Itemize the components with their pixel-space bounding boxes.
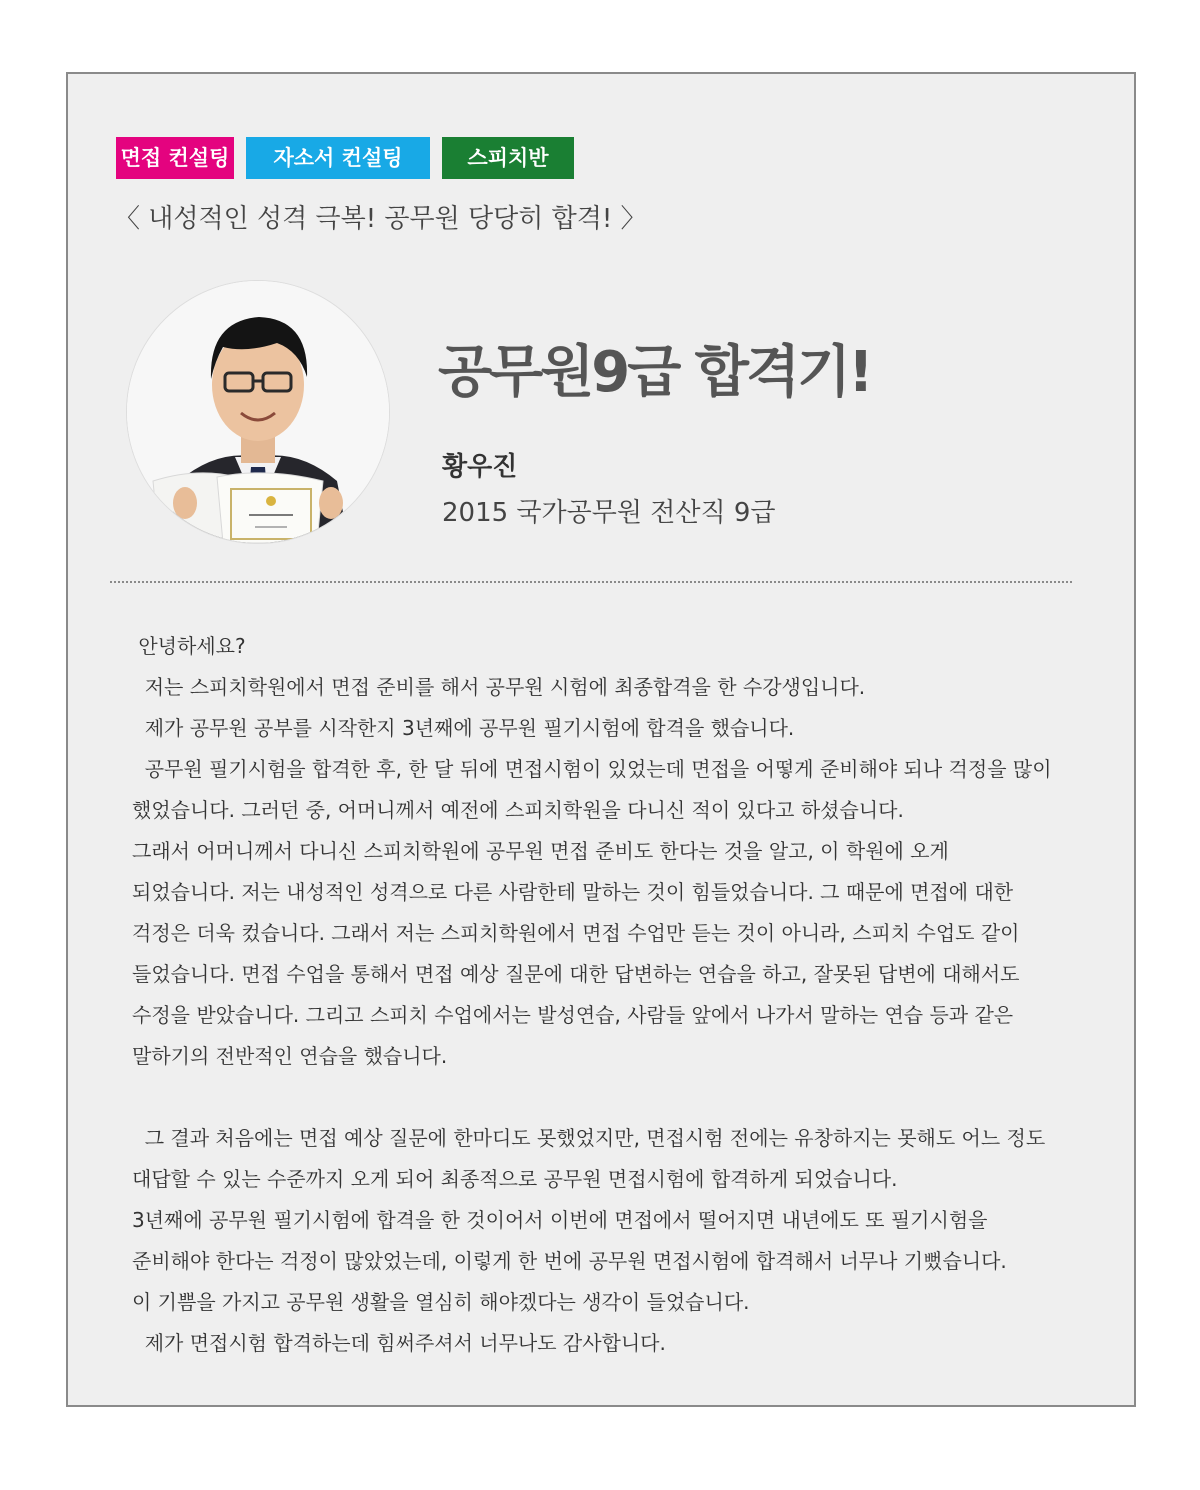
dotted-divider — [110, 581, 1072, 583]
body-line: 그 결과 처음에는 면접 예상 질문에 한마디도 못했었지만, 면접시험 전에는 유창하지는 못해도 어느 정도 — [132, 1126, 1046, 1150]
testimonial-body — [132, 626, 1096, 1364]
body-line: 들었습니다. 면접 수업을 통해서 면접 예상 질문에 대한 답변하는 연습을 하고, 잘못된 답변에 대해서도 — [132, 962, 1020, 986]
body-line: 제가 면접시험 합격하는데 힘써주셔서 너무나도 감사합니다. — [132, 1331, 666, 1355]
body-line: 걱정은 더욱 컸습니다. 그래서 저는 스피치학원에서 면접 수업만 듣는 것이 아니라, 스피치 수업도 같이 — [132, 921, 1020, 945]
paragraph-2 — [132, 1118, 1096, 1364]
tag-speech-class: 스피치반 — [442, 137, 574, 179]
testimonial-card — [66, 72, 1136, 1407]
page-title: 공무원9급 합격기! — [438, 340, 871, 405]
body-line: 이 기쁨을 가지고 공무원 생활을 열심히 해야겠다는 생각이 들었습니다. — [132, 1290, 750, 1314]
body-line: 저는 스피치학원에서 면접 준비를 해서 공무원 시험에 최종합격을 한 수강생입니다. — [132, 675, 866, 699]
avatar — [126, 280, 390, 544]
body-line: 공무원 필기시험을 합격한 후, 한 달 뒤에 면접시험이 있었는데 면접을 어떻게 준비해야 되나 걱정을 많이 — [132, 757, 1052, 781]
body-line: 되었습니다. 저는 내성적인 성격으로 다른 사람한테 말하는 것이 힘들었습니다. 그 때문에 면접에 대한 — [132, 880, 1014, 904]
body-line: 제가 공무원 공부를 시작한지 3년째에 공무원 필기시험에 합격을 했습니다. — [132, 716, 795, 740]
paragraph-spacer — [132, 1077, 1096, 1118]
body-line: 준비해야 한다는 걱정이 많았었는데, 이렇게 한 번에 공무원 면접시험에 합격해서 너무나 기뻤습니다. — [132, 1249, 1007, 1273]
person-exam: 2015 국가공무원 전산직 9급 — [442, 498, 776, 528]
body-line: 그래서 어머니께서 다니신 스피치학원에 공무원 면접 준비도 한다는 것을 알고, 이 학원에 오게 — [132, 839, 949, 863]
tag-list — [116, 137, 574, 179]
tag-interview-consulting: 면접 컨설팅 — [116, 137, 234, 179]
person-name: 황우진 — [442, 452, 518, 482]
paragraph-1 — [132, 626, 1096, 1077]
body-line: 안녕하세요? — [132, 634, 246, 658]
tag-resume-consulting: 자소서 컨설팅 — [246, 137, 430, 179]
body-line: 대답할 수 있는 수준까지 오게 되어 최종적으로 공무원 면접시험에 합격하게 되었습니다. — [132, 1167, 898, 1191]
body-line: 말하기의 전반적인 연습을 했습니다. — [132, 1044, 448, 1068]
body-line: 3년째에 공무원 필기시험에 합격을 한 것이어서 이번에 면접에서 떨어지면 내년에도 또 필기시험을 — [132, 1208, 988, 1232]
body-line: 했었습니다. 그러던 중, 어머니께서 예전에 스피치학원을 다니신 적이 있다고 하셨습니다. — [132, 798, 904, 822]
portrait-photo — [127, 281, 389, 543]
subtitle: 〈 내성적인 성격 극복! 공무원 당당히 합격! 〉 — [114, 204, 647, 234]
body-line: 수정을 받았습니다. 그리고 스피치 수업에서는 발성연습, 사람들 앞에서 나가서 말하는 연습 등과 같은 — [132, 1003, 1014, 1027]
